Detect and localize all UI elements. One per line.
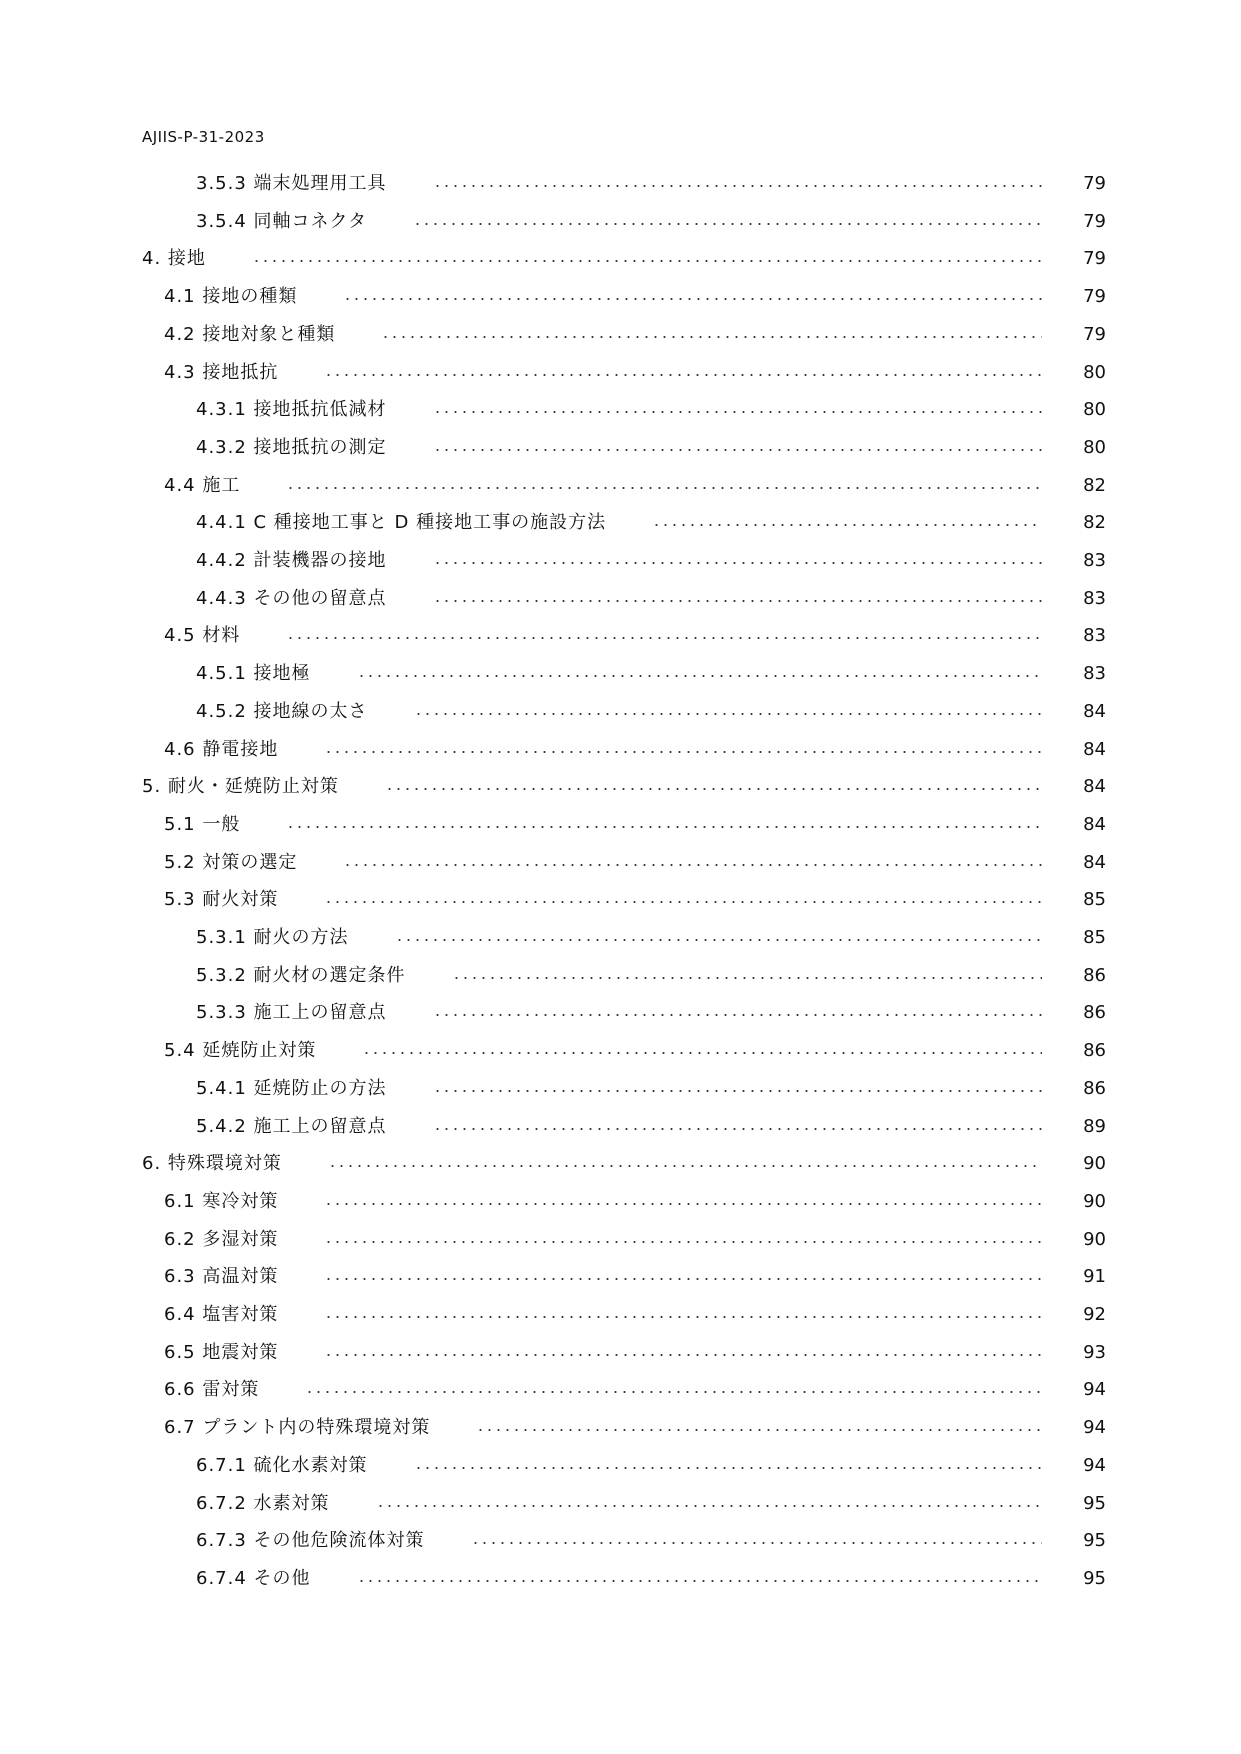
toc-entry-title: 6.7.1 硫化水素対策 bbox=[196, 1454, 368, 1476]
toc-leader-dots bbox=[452, 958, 1042, 994]
toc-page-number: 86 bbox=[1083, 1077, 1106, 1099]
toc-page-number: 79 bbox=[1083, 286, 1106, 308]
toc-entry[interactable] bbox=[0, 317, 1241, 353]
toc-leader-dots bbox=[324, 1184, 1042, 1220]
toc-entry-title: 4.4.2 計装機器の接地 bbox=[196, 550, 387, 571]
toc-entry-title: 4.3.1 接地抵抗低減材 bbox=[196, 399, 387, 421]
toc-page-number: 86 bbox=[1083, 1002, 1106, 1024]
toc-entry-title: 6.5 地震対策 bbox=[164, 1341, 279, 1363]
toc-entry[interactable] bbox=[0, 279, 1241, 315]
toc-entry-title: 5.3.3 施工上の留意点 bbox=[196, 1002, 387, 1024]
toc-entry[interactable] bbox=[0, 995, 1241, 1031]
toc-entry[interactable] bbox=[0, 1259, 1241, 1295]
toc-leader-dots bbox=[385, 769, 1042, 805]
toc-leader-dots bbox=[343, 279, 1042, 315]
toc-entry-title: 5. 耐火・延焼防止対策 bbox=[142, 776, 339, 798]
toc-leader-dots bbox=[414, 694, 1042, 730]
toc-entry[interactable] bbox=[0, 581, 1241, 617]
toc-entry-title: 5.1 一般 bbox=[164, 813, 241, 835]
toc-entry[interactable] bbox=[0, 1146, 1241, 1182]
toc-page-number: 94 bbox=[1083, 1379, 1106, 1401]
toc-entry[interactable] bbox=[0, 430, 1241, 466]
toc-entry[interactable] bbox=[0, 468, 1241, 504]
toc-leader-dots bbox=[413, 204, 1042, 240]
toc-page-number: 84 bbox=[1083, 700, 1106, 722]
toc-entry[interactable] bbox=[0, 543, 1241, 579]
toc-entry-title: 6.7.2 水素対策 bbox=[196, 1492, 330, 1514]
toc-entry-title: 5.4 延焼防止対策 bbox=[164, 1040, 317, 1062]
toc-entry-title: 5.3.2 耐火材の選定条件 bbox=[196, 964, 406, 986]
toc-leader-dots bbox=[433, 430, 1042, 466]
toc-leader-dots bbox=[324, 1297, 1042, 1333]
toc-leader-dots bbox=[328, 1146, 1042, 1182]
toc-entry[interactable] bbox=[0, 505, 1241, 541]
toc-leader-dots bbox=[433, 1109, 1042, 1145]
toc-leader-dots bbox=[433, 581, 1042, 617]
toc-leader-dots bbox=[414, 1448, 1042, 1484]
toc-entry-title: 6.1 寒冷対策 bbox=[164, 1190, 279, 1212]
toc-leader-dots bbox=[343, 845, 1042, 881]
toc-leader-dots bbox=[376, 1486, 1042, 1522]
toc-page-number: 86 bbox=[1083, 964, 1106, 986]
toc-entry-title: 5.2 対策の選定 bbox=[164, 851, 298, 873]
toc-entry[interactable] bbox=[0, 1410, 1241, 1446]
toc-page-number: 91 bbox=[1083, 1266, 1106, 1288]
toc-entry[interactable] bbox=[0, 1297, 1241, 1333]
toc-page-number: 85 bbox=[1083, 889, 1106, 911]
toc-entry-title: 3.5.4 同軸コネクタ bbox=[196, 210, 368, 232]
toc-entry-title: 4.4.1 C 種接地工事と D 種接地工事の施設方法 bbox=[196, 512, 607, 534]
toc-entry-title: 4.5.2 接地線の太さ bbox=[196, 700, 368, 722]
toc-page-number: 82 bbox=[1083, 474, 1106, 496]
toc-entry-title: 6. 特殊環境対策 bbox=[142, 1153, 282, 1175]
toc-page-number: 89 bbox=[1083, 1115, 1106, 1137]
toc-entry[interactable] bbox=[0, 1033, 1241, 1069]
toc-leader-dots bbox=[433, 166, 1042, 202]
toc-entry-title: 4. 接地 bbox=[142, 248, 206, 270]
toc-entry[interactable] bbox=[0, 241, 1241, 277]
toc-page-number: 83 bbox=[1083, 550, 1106, 571]
toc-entry-title: 4.3 接地抵抗 bbox=[164, 361, 279, 383]
toc-leader-dots bbox=[324, 882, 1042, 918]
toc-entry[interactable] bbox=[0, 204, 1241, 240]
toc-entry-title: 6.7.4 その他 bbox=[196, 1567, 311, 1589]
toc-page-number: 94 bbox=[1083, 1454, 1106, 1476]
toc-entry[interactable] bbox=[0, 769, 1241, 805]
toc-entry-title: 6.7.3 その他危険流体対策 bbox=[196, 1530, 425, 1552]
toc-leader-dots bbox=[286, 618, 1042, 654]
toc-leader-dots bbox=[433, 995, 1042, 1031]
toc-entry-title: 4.5.1 接地極 bbox=[196, 663, 311, 685]
toc-entry[interactable] bbox=[0, 1071, 1241, 1107]
toc-page-number: 84 bbox=[1083, 738, 1106, 760]
toc-entry[interactable] bbox=[0, 355, 1241, 391]
toc-entry[interactable] bbox=[0, 882, 1241, 918]
toc-page-number: 85 bbox=[1083, 927, 1106, 948]
toc-leader-dots bbox=[324, 1259, 1042, 1295]
toc-leader-dots bbox=[433, 543, 1042, 579]
toc-entry-title: 5.4.2 施工上の留意点 bbox=[196, 1115, 387, 1137]
toc-leader-dots bbox=[324, 1335, 1042, 1371]
toc-entry[interactable] bbox=[0, 1486, 1241, 1522]
toc-entry[interactable] bbox=[0, 1184, 1241, 1220]
toc-entry[interactable] bbox=[0, 920, 1241, 956]
toc-entry-title: 6.3 高温対策 bbox=[164, 1266, 279, 1288]
toc-page-number: 83 bbox=[1083, 587, 1106, 609]
toc-leader-dots bbox=[362, 1033, 1042, 1069]
toc-entry-title: 4.4.3 その他の留意点 bbox=[196, 587, 387, 609]
toc-entry[interactable] bbox=[0, 958, 1241, 994]
toc-page-number: 95 bbox=[1083, 1492, 1106, 1514]
toc-page-number: 79 bbox=[1083, 210, 1106, 232]
toc-entry[interactable] bbox=[0, 1109, 1241, 1145]
toc-leader-dots bbox=[305, 1372, 1042, 1408]
toc-leader-dots bbox=[324, 355, 1042, 391]
toc-leader-dots bbox=[324, 732, 1042, 768]
toc-leader-dots bbox=[433, 392, 1042, 428]
toc-entry[interactable] bbox=[0, 1448, 1241, 1484]
toc-entry-title: 6.2 多湿対策 bbox=[164, 1228, 279, 1250]
toc-page-number: 80 bbox=[1083, 399, 1106, 421]
toc-page-number: 82 bbox=[1083, 512, 1106, 534]
toc-entry-title: 5.3 耐火対策 bbox=[164, 889, 279, 911]
toc-page-number: 93 bbox=[1083, 1341, 1106, 1363]
toc-page-number: 86 bbox=[1083, 1040, 1106, 1062]
toc-page-number: 79 bbox=[1083, 173, 1106, 194]
toc-entry-title: 3.5.3 端末処理用工具 bbox=[196, 173, 387, 194]
toc-entry[interactable] bbox=[0, 1335, 1241, 1371]
toc-entry-title: 4.3.2 接地抵抗の測定 bbox=[196, 436, 387, 458]
toc-leader-dots bbox=[286, 468, 1042, 504]
toc-entry-title: 6.6 雷対策 bbox=[164, 1379, 260, 1401]
toc-leader-dots bbox=[357, 1561, 1042, 1597]
toc-entry-title: 4.1 接地の種類 bbox=[164, 286, 298, 308]
toc-leader-dots bbox=[252, 241, 1042, 277]
toc-page-number: 84 bbox=[1083, 851, 1106, 873]
toc-leader-dots bbox=[652, 505, 1042, 541]
toc-leader-dots bbox=[395, 920, 1042, 956]
toc-entry[interactable] bbox=[0, 656, 1241, 692]
toc-entry[interactable] bbox=[0, 807, 1241, 843]
toc-leader-dots bbox=[381, 317, 1042, 353]
toc-leader-dots bbox=[471, 1523, 1042, 1559]
toc-entry[interactable] bbox=[0, 618, 1241, 654]
toc-page-number: 79 bbox=[1083, 323, 1106, 345]
toc-page-number: 80 bbox=[1083, 436, 1106, 458]
toc-page-number: 90 bbox=[1083, 1153, 1106, 1175]
toc-page-number: 95 bbox=[1083, 1567, 1106, 1589]
toc-entry[interactable] bbox=[0, 166, 1241, 202]
toc-entry-title: 6.7 プラント内の特殊環境対策 bbox=[164, 1417, 431, 1439]
toc-entry-title: 5.4.1 延焼防止の方法 bbox=[196, 1077, 387, 1099]
toc-page-number: 80 bbox=[1083, 361, 1106, 383]
document-id: AJIIS-P-31-2023 bbox=[142, 128, 265, 146]
toc-entry-title: 6.4 塩害対策 bbox=[164, 1304, 279, 1325]
toc-leader-dots bbox=[357, 656, 1042, 692]
toc-leader-dots bbox=[476, 1410, 1042, 1446]
toc-leader-dots bbox=[286, 807, 1042, 843]
toc-entry[interactable] bbox=[0, 694, 1241, 730]
toc-page-number: 84 bbox=[1083, 776, 1106, 798]
toc-page-number: 95 bbox=[1083, 1530, 1106, 1552]
toc-entry[interactable] bbox=[0, 732, 1241, 768]
toc-page-number: 84 bbox=[1083, 813, 1106, 835]
toc-entry[interactable] bbox=[0, 1372, 1241, 1408]
toc-leader-dots bbox=[433, 1071, 1042, 1107]
toc-entry-title: 4.5 材料 bbox=[164, 625, 241, 647]
toc-entry[interactable] bbox=[0, 1222, 1241, 1258]
toc-entry-title: 4.6 静電接地 bbox=[164, 738, 279, 760]
toc-entry[interactable] bbox=[0, 1523, 1241, 1559]
toc-entry-title: 5.3.1 耐火の方法 bbox=[196, 927, 349, 948]
toc-entry[interactable] bbox=[0, 392, 1241, 428]
toc-entry[interactable] bbox=[0, 1561, 1241, 1597]
toc-entry[interactable] bbox=[0, 845, 1241, 881]
toc-leader-dots bbox=[324, 1222, 1042, 1258]
toc-page-number: 90 bbox=[1083, 1190, 1106, 1212]
toc-page-number: 92 bbox=[1083, 1304, 1106, 1325]
toc-page-number: 94 bbox=[1083, 1417, 1106, 1439]
toc-page-number: 83 bbox=[1083, 625, 1106, 647]
toc-entry-title: 4.4 施工 bbox=[164, 474, 241, 496]
toc-entry-title: 4.2 接地対象と種類 bbox=[164, 323, 336, 345]
toc-page-number: 79 bbox=[1083, 248, 1106, 270]
toc-page-number: 83 bbox=[1083, 663, 1106, 685]
toc-page-number: 90 bbox=[1083, 1228, 1106, 1250]
